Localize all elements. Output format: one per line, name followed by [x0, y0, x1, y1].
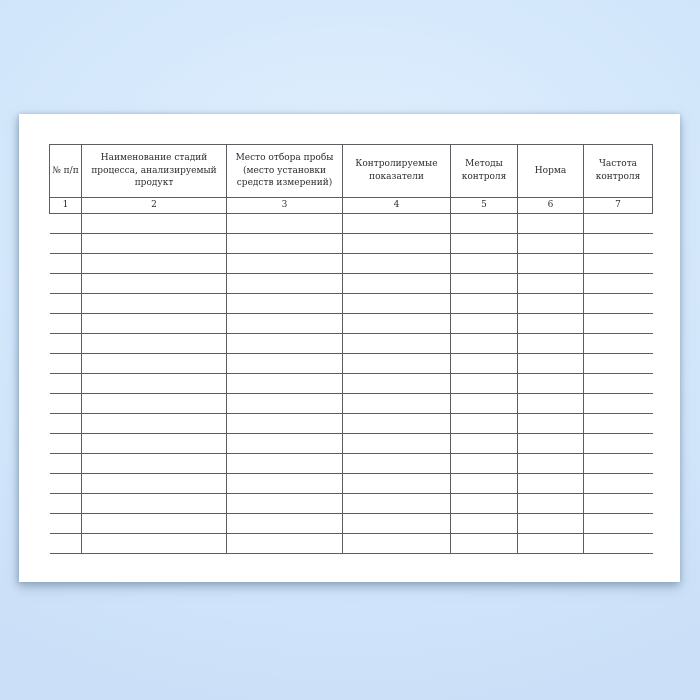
table-cell: [343, 314, 451, 334]
table-cell: [82, 354, 227, 374]
table-cell: [584, 334, 653, 354]
column-header-3: Место отбора пробы (место установки средств измерений): [227, 145, 343, 198]
table-cell: [343, 334, 451, 354]
table-cell: [584, 234, 653, 254]
table-cell: [518, 414, 584, 434]
table-cell: [451, 234, 518, 254]
table-cell: [518, 294, 584, 314]
table-cell: [82, 294, 227, 314]
table-cell: [518, 234, 584, 254]
table-cell: [518, 334, 584, 354]
table-row: [50, 314, 653, 334]
table-cell: [227, 274, 343, 294]
table-cell: [50, 374, 82, 394]
table-cell: [82, 534, 227, 554]
table-cell: [227, 414, 343, 434]
column-number-5: 5: [451, 198, 518, 214]
table-cell: [50, 514, 82, 534]
column-number-3: 3: [227, 198, 343, 214]
table-cell: [82, 454, 227, 474]
table-cell: [343, 374, 451, 394]
column-header-4: Контролируемые показатели: [343, 145, 451, 198]
table-cell: [451, 474, 518, 494]
paper-sheet: [19, 114, 680, 582]
table-cell: [343, 394, 451, 414]
table-cell: [518, 434, 584, 454]
table-row: [50, 534, 653, 554]
table-cell: [82, 434, 227, 454]
table-cell: [451, 254, 518, 274]
table-cell: [584, 274, 653, 294]
table-cell: [343, 514, 451, 534]
header-row: [50, 145, 653, 198]
table-cell: [584, 454, 653, 474]
table-row: [50, 354, 653, 374]
table-cell: [50, 474, 82, 494]
table-cell: [50, 314, 82, 334]
column-header-1: № п/п: [50, 145, 82, 198]
table-cell: [451, 214, 518, 234]
table-row: [50, 454, 653, 474]
table-cell: [82, 314, 227, 334]
table-cell: [50, 274, 82, 294]
table-cell: [227, 474, 343, 494]
table-row: [50, 494, 653, 514]
table-cell: [518, 534, 584, 554]
table-cell: [451, 514, 518, 534]
table-cell: [584, 434, 653, 454]
table-row: [50, 374, 653, 394]
table-cell: [451, 354, 518, 374]
control-journal-table: [49, 144, 653, 554]
table-cell: [584, 294, 653, 314]
table-cell: [451, 534, 518, 554]
table-cell: [343, 214, 451, 234]
table-cell: [343, 354, 451, 374]
table-cell: [227, 314, 343, 334]
table-cell: [227, 494, 343, 514]
table-cell: [227, 374, 343, 394]
table-cell: [50, 494, 82, 514]
table-cell: [343, 474, 451, 494]
table-cell: [343, 274, 451, 294]
table-cell: [227, 394, 343, 414]
table-cell: [584, 214, 653, 234]
table-row: [50, 394, 653, 414]
table-cell: [451, 394, 518, 414]
table-cell: [518, 254, 584, 274]
table-cell: [518, 494, 584, 514]
table-cell: [518, 354, 584, 374]
table-cell: [50, 454, 82, 474]
table-cell: [227, 434, 343, 454]
table-row: [50, 334, 653, 354]
empty-rows-body: [50, 214, 653, 554]
table-cell: [584, 514, 653, 534]
table-cell: [50, 334, 82, 354]
table-cell: [82, 474, 227, 494]
column-number-1: 1: [50, 198, 82, 214]
table-cell: [227, 214, 343, 234]
table-cell: [50, 394, 82, 414]
table-cell: [518, 394, 584, 414]
table-cell: [343, 254, 451, 274]
table-cell: [50, 254, 82, 274]
table-cell: [50, 294, 82, 314]
table-cell: [82, 274, 227, 294]
table-cell: [343, 534, 451, 554]
table-cell: [82, 494, 227, 514]
table-cell: [584, 314, 653, 334]
table-cell: [518, 314, 584, 334]
table-cell: [584, 374, 653, 394]
column-number-6: 6: [518, 198, 584, 214]
table-cell: [518, 214, 584, 234]
table-row: [50, 414, 653, 434]
column-header-7: Частота контроля: [584, 145, 653, 198]
table-cell: [451, 334, 518, 354]
table-cell: [50, 534, 82, 554]
table-cell: [584, 254, 653, 274]
table-cell: [227, 334, 343, 354]
table-cell: [518, 274, 584, 294]
table-cell: [343, 454, 451, 474]
table-row: [50, 274, 653, 294]
table-cell: [343, 414, 451, 434]
table-cell: [343, 494, 451, 514]
column-number-4: 4: [343, 198, 451, 214]
table-cell: [451, 274, 518, 294]
column-number-row: [50, 198, 653, 214]
table-cell: [518, 514, 584, 534]
table-cell: [227, 454, 343, 474]
table-cell: [451, 294, 518, 314]
table-cell: [227, 294, 343, 314]
table-row: [50, 254, 653, 274]
column-header-6: Норма: [518, 145, 584, 198]
table-cell: [451, 434, 518, 454]
table-cell: [82, 414, 227, 434]
table-cell: [82, 234, 227, 254]
table-cell: [584, 354, 653, 374]
table-row: [50, 214, 653, 234]
table-cell: [518, 374, 584, 394]
table-cell: [584, 534, 653, 554]
table-cell: [50, 434, 82, 454]
table-cell: [82, 514, 227, 534]
table-cell: [451, 414, 518, 434]
table-row: [50, 234, 653, 254]
table-row: [50, 434, 653, 454]
table-cell: [451, 454, 518, 474]
table-cell: [227, 514, 343, 534]
column-number-7: 7: [584, 198, 653, 214]
table-cell: [451, 494, 518, 514]
table-cell: [343, 234, 451, 254]
table-cell: [227, 354, 343, 374]
column-header-5: Методы контроля: [451, 145, 518, 198]
table-row: [50, 514, 653, 534]
table-cell: [343, 434, 451, 454]
column-number-2: 2: [82, 198, 227, 214]
table-cell: [50, 214, 82, 234]
table-cell: [82, 394, 227, 414]
table-row: [50, 474, 653, 494]
table-cell: [518, 474, 584, 494]
table-cell: [82, 254, 227, 274]
table-cell: [343, 294, 451, 314]
table-cell: [584, 474, 653, 494]
table-row: [50, 294, 653, 314]
table-cell: [451, 374, 518, 394]
table-cell: [227, 234, 343, 254]
table-cell: [451, 314, 518, 334]
table-cell: [82, 374, 227, 394]
table-cell: [584, 414, 653, 434]
column-header-2: Наименование стадий процесса, анализируемый продукт: [82, 145, 227, 198]
table-cell: [584, 494, 653, 514]
table-cell: [82, 334, 227, 354]
table-cell: [50, 354, 82, 374]
table-cell: [82, 214, 227, 234]
table-cell: [584, 394, 653, 414]
table-cell: [227, 534, 343, 554]
table-cell: [50, 234, 82, 254]
table-cell: [518, 454, 584, 474]
table-cell: [50, 414, 82, 434]
table-cell: [227, 254, 343, 274]
